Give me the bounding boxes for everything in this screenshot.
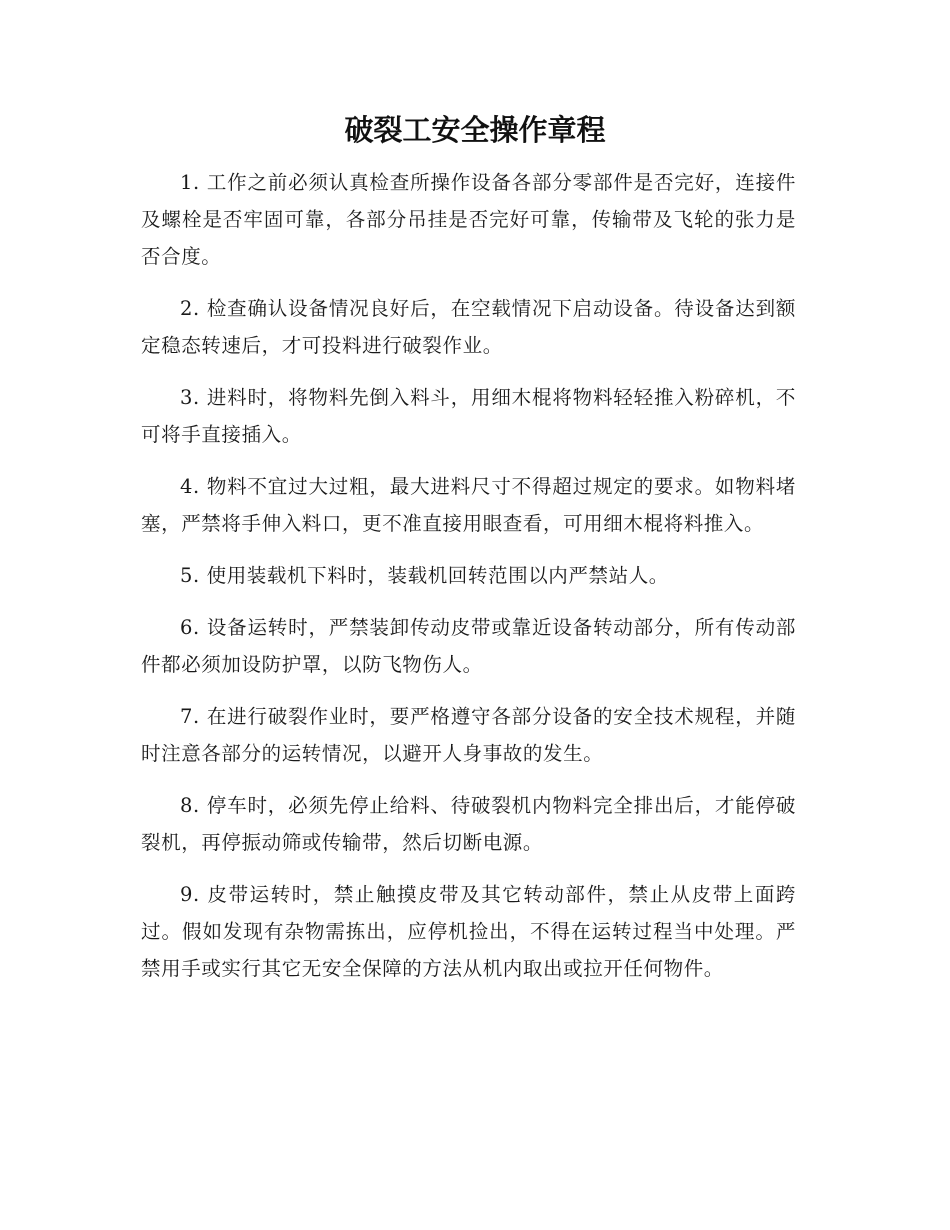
paragraph-7: 7. 在进行破裂作业时，要严格遵守各部分设备的安全技术规程，并随时注意各部分的运转情况，以避开人身事故的发生。 xyxy=(141,705,796,765)
paragraph-5: 5. 使用装载机下料时，装载机回转范围以内严禁站人。 xyxy=(180,564,669,587)
paragraph-9: 9. 皮带运转时，禁止触摸皮带及其它转动部件，禁止从皮带上面跨过。假如发现有杂物需拣出，应停机捡出，不得在运转过程当中处理。严禁用手或实行其它无安全保障的方法从机内取出或拉开任何物件。 xyxy=(141,883,796,980)
document-title: 破裂工安全操作章程 xyxy=(344,113,606,147)
document-body xyxy=(141,164,796,1002)
paragraph-8: 8. 停车时，必须先停止给料、待破裂机内物料完全排出后，才能停破裂机，再停振动筛或传输带，然后切断电源。 xyxy=(141,794,796,854)
paragraph-2: 2. 检查确认设备情况良好后，在空载情况下启动设备。待设备达到额定稳态转速后，才可投料进行破裂作业。 xyxy=(141,297,796,357)
paragraph-3: 3. 进料时，将物料先倒入料斗，用细木棍将物料轻轻推入粉碎机，不可将手直接插入。 xyxy=(141,386,796,446)
paragraph-1: 1. 工作之前必须认真检查所操作设备各部分零部件是否完好，连接件及螺栓是否牢固可靠，各部分吊挂是否完好可靠，传输带及飞轮的张力是否合度。 xyxy=(141,171,796,268)
paragraph-4: 4. 物料不宜过大过粗，最大进料尺寸不得超过规定的要求。如物料堵塞，严禁将手伸入料口，更不准直接用眼查看，可用细木棍将料推入。 xyxy=(141,475,796,535)
paragraph-6: 6. 设备运转时，严禁装卸传动皮带或靠近设备转动部分，所有传动部件都必须加设防护罩，以防飞物伤人。 xyxy=(141,616,796,676)
